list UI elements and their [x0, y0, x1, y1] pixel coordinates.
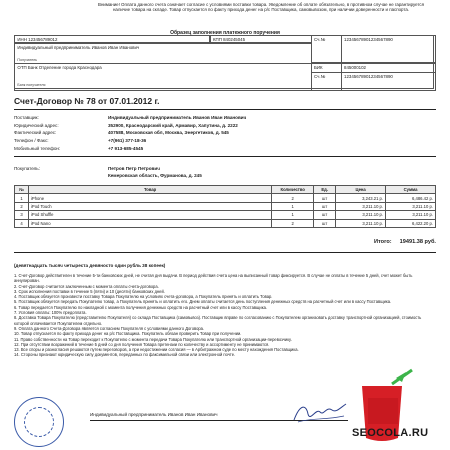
- buyer-name: Петров Петр Петрович: [108, 166, 160, 171]
- handwritten-signature: [290, 398, 350, 428]
- row-product: iPhone: [28, 194, 271, 202]
- sch-label: Сч.№: [314, 37, 326, 43]
- row-unit: шт: [314, 219, 336, 227]
- payee-cell: [14, 43, 312, 64]
- term-item: 4. Поставщик обязуется произвести поставку Товара Покупателю на условиях счета-договора, а Покупатель принять и оплатить Товар.: [14, 294, 273, 300]
- legal-address-value: 352900, Краснодарский край, Армавир, Хапутина, д. 2222: [108, 122, 238, 128]
- row-price: 3,211.10 р.: [336, 211, 386, 219]
- watermark-site: SEOCOLA.RU: [352, 427, 429, 439]
- term-item: 11. Право собственности на Товар переходит к Покупателю с момента передачи Товара Покупателю или транспортной организации-перевозчику.: [14, 336, 292, 342]
- row-unit: шт: [314, 194, 336, 202]
- buyer-label: Покупатель:: [14, 166, 40, 171]
- supplier-requisites: [14, 114, 434, 152]
- payer-account: 12345678901234567890: [344, 37, 393, 43]
- col-sum: Сумма: [386, 186, 436, 194]
- table-row: [15, 194, 436, 202]
- row-price: 3,211.10 р.: [336, 219, 386, 227]
- supplier-value: Индивидуальный предприниматель Иванов Иван Иванович: [108, 115, 247, 121]
- row-number: 1: [15, 194, 29, 202]
- term-item: 2. Счет-Договор считается заключенным с момента оплаты счета-договора.: [14, 283, 159, 289]
- bik-value: 845000102: [344, 65, 366, 70]
- bank-sch-label: Сч.№: [314, 74, 326, 79]
- mobile-label: Мобильный телефон:: [14, 145, 61, 151]
- term-item: 13. Все споры и разногласия решаются путем переговоров, а при недостижении согласия — в Арбитражном суде по месту нахождения Поставщика.: [14, 347, 299, 353]
- row-number: 2: [15, 202, 29, 210]
- term-item: 6. Товар передается Покупателю по накладной с момента получения денежных средств на расчетный счет или в кассу Поставщика.: [14, 304, 267, 310]
- row-sum: 6,422.20 р.: [386, 219, 436, 227]
- legal-address-label: Юридический адрес:: [14, 122, 59, 128]
- bik-label: БИК: [314, 65, 323, 70]
- row-product: iPod Touch: [28, 202, 271, 210]
- title-rule: [14, 109, 436, 110]
- col-quantity: Количество: [272, 186, 314, 194]
- term-item: 8. Доставка Товара Покупателю (представителю Покупателя) со склада Поставщика (самовывоз). Поставщик вправе по согласованию с Покупателем организовать доставку транспортной организацией, стоимость которой оплачивается Покупателем отдельно.: [14, 315, 422, 326]
- payer-account-cell: [341, 35, 436, 63]
- table-row: [15, 202, 436, 210]
- table-row: [15, 219, 436, 227]
- mobile-row: [14, 144, 434, 152]
- row-price: 3,211.10 р.: [336, 202, 386, 210]
- actual-address-label: Фактический адрес:: [14, 130, 57, 136]
- row-quantity: 1: [272, 211, 314, 219]
- supplier-rule: [14, 156, 436, 157]
- supplier-label: Поставщик:: [14, 115, 39, 121]
- actual-address-value: 407588, Московская обл, Москва, Энергетиков, д. 545: [108, 130, 229, 136]
- row-sum: 6,486.42 р.: [386, 194, 436, 202]
- table-row: [15, 211, 436, 219]
- contract-terms: [14, 273, 436, 358]
- term-item: 9. Оплата данного Счета-Договора является согласием Покупателя с условиями данного Договора.: [14, 325, 205, 331]
- phone-label: Телефон / Факс:: [14, 138, 49, 144]
- bank-sch-label-cell: [311, 72, 342, 91]
- row-quantity: 2: [272, 219, 314, 227]
- row-product: iPod Nano: [28, 219, 271, 227]
- term-item: 1. Счет-Договор действителен в течение 5-ти банковских дней, не считая дня выдачи. В период действия счета цена на выписанный товар фиксируется. В случае не оплаты в течение 5 дней, счет может быть аннулирован.: [14, 273, 413, 284]
- payment-notice: Внимание! Оплата данного счета означает согласие с условиями поставки товара. Уведомление об оплате обязательно, в противном случае не гарантируется наличие товара на складе. Товар отпускается по факту прихода денег на р/с Поставщика, самовывозом, при наличии доверенности и паспорта.: [98, 2, 424, 13]
- bank-account: 12345678901234567890: [344, 74, 393, 79]
- row-unit: шт: [314, 202, 336, 210]
- row-product: iPod Shuffle: [28, 211, 271, 219]
- phone-row: [14, 137, 434, 145]
- bank-name-cell: [14, 63, 312, 91]
- goods-header-row: [15, 186, 436, 194]
- bank-name: ОТП Банк Отделение города Краснодара: [17, 65, 102, 70]
- payee-name: Индивидуальный предприниматель Иванов Иван Иванович: [17, 45, 140, 50]
- amount-in-words: (девятнадцать тысяч четыреста девяносто один рубль 38 копеек): [14, 263, 166, 268]
- term-item: 14. Стороны признают юридическую силу документов, переданных по факсимильной связи или электронной почте.: [14, 352, 236, 358]
- row-quantity: 2: [272, 194, 314, 202]
- inn-value: ИНН 123456789012: [17, 37, 58, 43]
- row-sum: 3,211.10 р.: [386, 211, 436, 219]
- term-item: 5. Поставщик обязуется передать Покупателю товар, а Покупатель принять и оплатить его. Днем оплаты считается день поступления денежных средств на расчетный счет или в кассу Поставщика.: [14, 299, 392, 305]
- row-quantity: 1: [272, 202, 314, 210]
- row-sum: 3,211.10 р.: [386, 202, 436, 210]
- col-product: Товар: [28, 186, 271, 194]
- supplier-row: [14, 114, 434, 122]
- actual-address-row: [14, 129, 434, 137]
- col-unit: Ед.: [314, 186, 336, 194]
- row-price: 3,243.21 р.: [336, 194, 386, 202]
- bank-details-table: [14, 35, 434, 89]
- row-number: 4: [15, 219, 29, 227]
- document-title: Счет-Договор № 78 от 07.01.2012 г.: [14, 96, 160, 106]
- signatory-name: Индивидуальный предприниматель Иванов Иван Иванович: [90, 412, 218, 417]
- phone-value: +7(961) 377-18-36: [108, 138, 147, 144]
- col-number: №: [15, 186, 29, 194]
- bank-sample-title: Образец заполнения платежного поручения: [170, 30, 280, 36]
- row-unit: шт: [314, 211, 336, 219]
- recipient-label: Получатель: [17, 58, 38, 62]
- term-item: 7. Условия оплаты: 100% предоплата.: [14, 310, 87, 316]
- bank-recipient-label: Банк получателя: [17, 83, 46, 87]
- seal-inner-ring: [24, 407, 54, 437]
- goods-table: [14, 185, 436, 228]
- sch-label-cell: [311, 35, 342, 63]
- legal-address-row: [14, 122, 434, 130]
- total-line: [374, 239, 436, 245]
- buyer-address: Кемеровская область, Фурманова, д. 245: [108, 173, 202, 178]
- term-item: 12. При отсутствии возражений в течение 5 дней со дня получения Товара претензии по количеству и ассортименту не принимаются.: [14, 341, 270, 347]
- col-price: Цена: [336, 186, 386, 194]
- term-item: 3. Срок исполнения поставки в течение 5 (пяти) и 10 (десяти) банковских дней.: [14, 288, 165, 294]
- total-rule: [14, 252, 436, 253]
- term-item: 10. Товар отпускается по факту прихода денег на р/с Поставщика. Покупатель обязан проверить Товар при получении.: [14, 331, 242, 337]
- row-number: 3: [15, 211, 29, 219]
- total-value: 19491.38 руб.: [399, 239, 436, 245]
- kpp-value: КПП 840245045: [213, 37, 246, 43]
- bank-account-cell: [341, 72, 436, 91]
- total-label: Итого:: [374, 239, 392, 245]
- mobile-value: +7 913-685-4545: [108, 145, 144, 151]
